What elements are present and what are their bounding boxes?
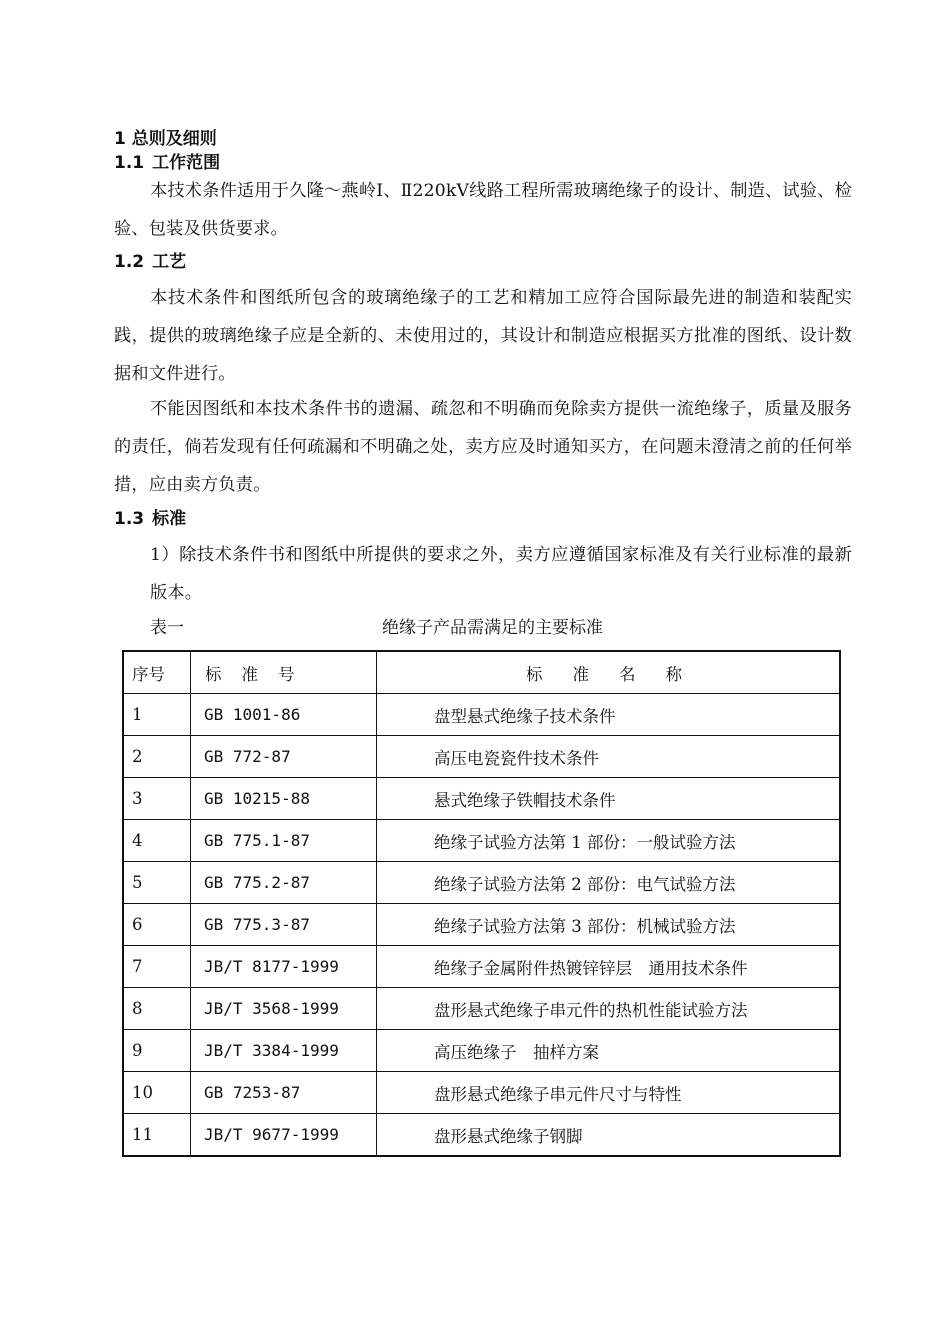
table-header-row [123, 651, 840, 694]
header-seq: 序号 [123, 651, 191, 694]
cell-code: GB 775.1-87 [191, 820, 377, 862]
cell-seq: 2 [123, 736, 191, 778]
cell-name: 盘形悬式绝缘子串元件尺寸与特性 [377, 1072, 841, 1114]
section-number: 1.1 [114, 153, 145, 173]
cell-code: GB 775.3-87 [191, 904, 377, 946]
table-row [123, 946, 840, 988]
cell-name: 盘形悬式绝缘子串元件的热机性能试验方法 [377, 988, 841, 1030]
process-paragraph-2: 不能因图纸和本技术条件书的遗漏、疏忽和不明确而免除卖方提供一流绝缘子，质量及服务的责任，倘若发现有任何疏漏和不明确之处，卖方应及时通知买方，在问题未澄清之前的任何举措，应由卖方负责。 [114, 399, 852, 495]
table-row [123, 904, 840, 946]
cell-name: 高压绝缘子 抽样方案 [377, 1030, 841, 1072]
cell-seq: 5 [123, 862, 191, 904]
table-row [123, 1114, 840, 1157]
cell-name: 悬式绝缘子铁帽技术条件 [377, 778, 841, 820]
section-1-1-heading [114, 152, 220, 174]
standards-item-1: 1）除技术条件书和图纸中所提供的要求之外，卖方应遵循国家标准及有关行业标准的最新版本。 [150, 545, 852, 603]
cell-code: GB 1001-86 [191, 694, 377, 736]
cell-seq: 11 [123, 1114, 191, 1157]
process-paragraph-1: 本技术条件和图纸所包含的玻璃绝缘子的工艺和精加工应符合国际最先进的制造和装配实践，提供的玻璃绝缘子应是全新的、未使用过的，其设计和制造应根据买方批准的图纸、设计数据和文件进行。 [114, 288, 852, 384]
cell-name: 绝缘子试验方法第 3 部份：机械试验方法 [377, 904, 841, 946]
cell-code: JB/T 8177-1999 [191, 946, 377, 988]
cell-name: 绝缘子试验方法第 1 部份：一般试验方法 [377, 820, 841, 862]
table-caption-label: 表一 [150, 618, 184, 638]
table-row [123, 778, 840, 820]
cell-seq: 4 [123, 820, 191, 862]
cell-seq: 10 [123, 1072, 191, 1114]
cell-code: GB 775.2-87 [191, 862, 377, 904]
cell-name: 盘形悬式绝缘子钢脚 [377, 1114, 841, 1157]
section-1-2-heading [114, 251, 186, 273]
cell-code: JB/T 9677-1999 [191, 1114, 377, 1157]
cell-seq: 8 [123, 988, 191, 1030]
scope-paragraph: 本技术条件适用于久隆～燕岭Ⅰ、Ⅱ220kV线路工程所需玻璃绝缘子的设计、制造、试验、检验、包装及供货要求。 [114, 181, 852, 239]
cell-name: 绝缘子试验方法第 2 部份：电气试验方法 [377, 862, 841, 904]
table-caption-title: 绝缘子产品需满足的主要标准 [382, 618, 603, 638]
section-number: 1.2 [114, 252, 145, 272]
cell-code: GB 7253-87 [191, 1072, 377, 1114]
cell-seq: 1 [123, 694, 191, 736]
cell-code: JB/T 3568-1999 [191, 988, 377, 1030]
cell-code: GB 772-87 [191, 736, 377, 778]
section-title: 工艺 [152, 252, 187, 272]
header-code: 标准号 [191, 651, 377, 694]
table-row [123, 820, 840, 862]
cell-name: 绝缘子金属附件热镀锌锌层 通用技术条件 [377, 946, 841, 988]
cell-code: JB/T 3384-1999 [191, 1030, 377, 1072]
cell-name: 高压电瓷瓷件技术条件 [377, 736, 841, 778]
table-row [123, 1072, 840, 1114]
table-row [123, 736, 840, 778]
section-number: 1.3 [114, 509, 145, 529]
cell-seq: 9 [123, 1030, 191, 1072]
cell-name: 盘型悬式绝缘子技术条件 [377, 694, 841, 736]
cell-seq: 7 [123, 946, 191, 988]
cell-code: GB 10215-88 [191, 778, 377, 820]
section-title: 标准 [152, 509, 187, 529]
cell-seq: 3 [123, 778, 191, 820]
standards-table [122, 650, 841, 1157]
table-row [123, 694, 840, 736]
table-row [123, 1030, 840, 1072]
cell-seq: 6 [123, 904, 191, 946]
header-name: 标准名称 [377, 651, 841, 694]
section-1-heading: 1 总则及细则 [114, 129, 217, 149]
table-row [123, 862, 840, 904]
section-1-3-heading [114, 508, 186, 530]
table-row [123, 988, 840, 1030]
section-title: 工作范围 [152, 153, 221, 173]
